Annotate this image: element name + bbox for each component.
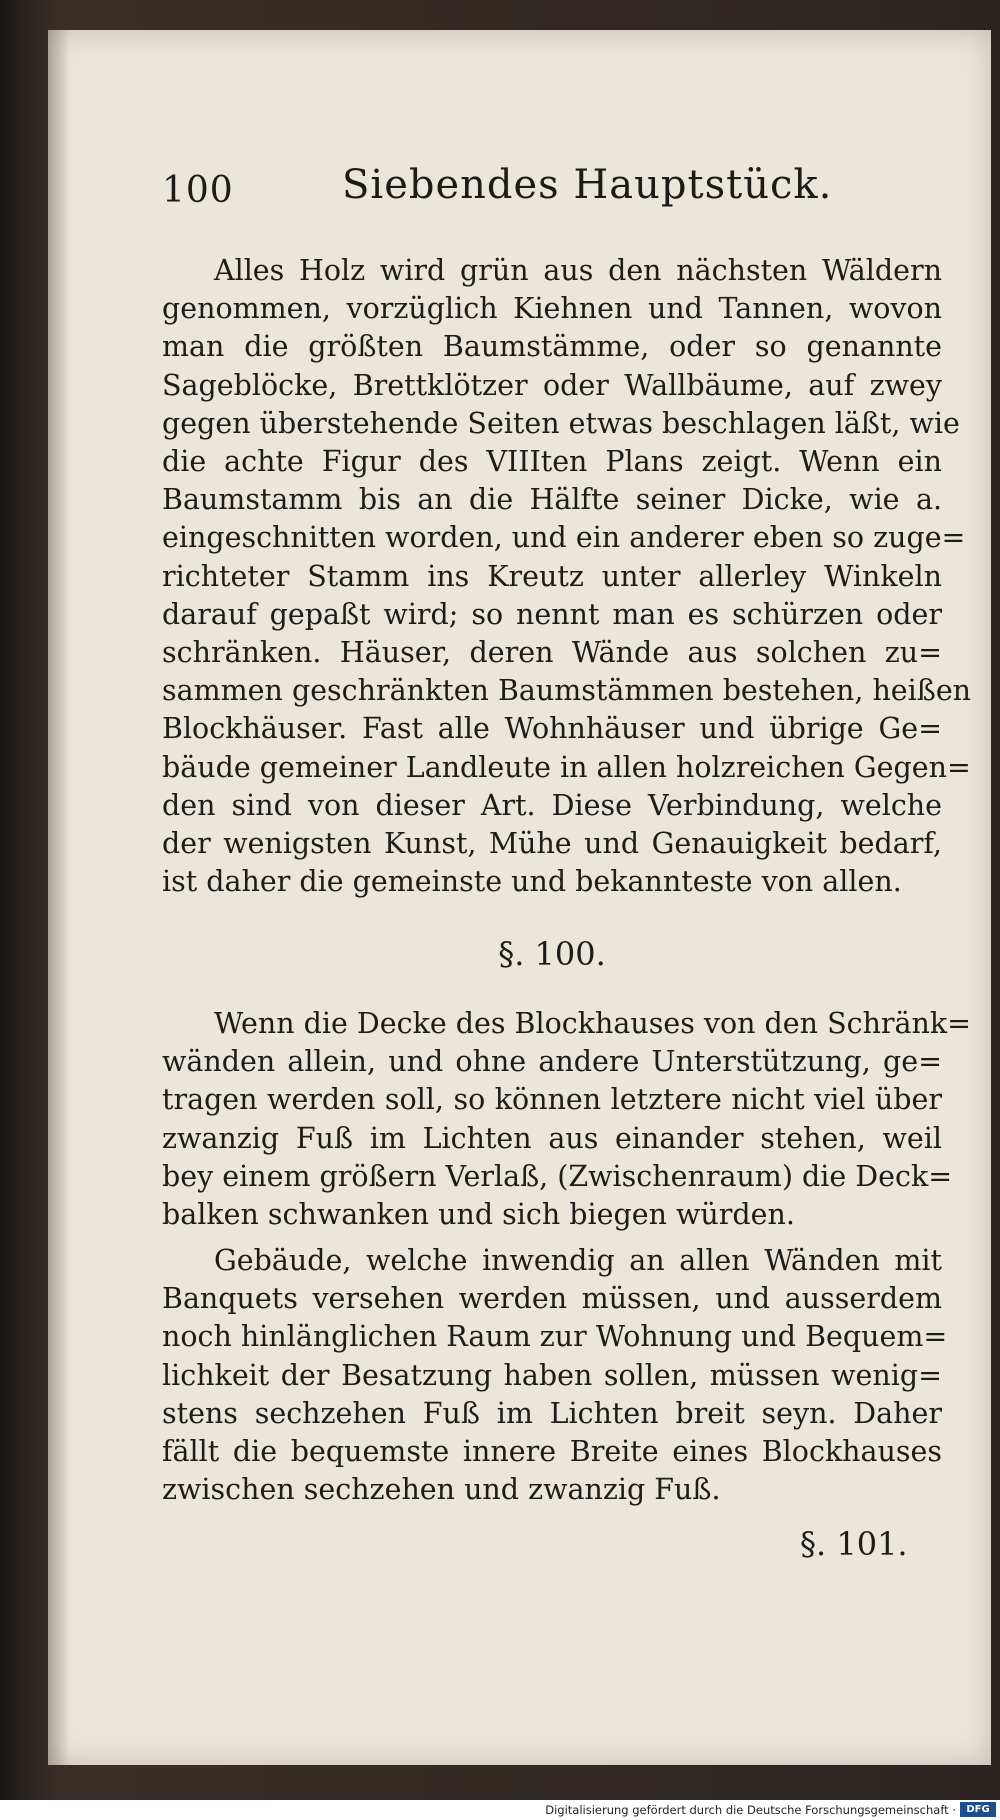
text-line: man die größten Baumstämme, oder so genannte [162, 330, 942, 364]
section-heading: §. 100. [498, 935, 606, 973]
paragraph-2 [162, 1005, 972, 1234]
paragraph-3 [162, 1242, 948, 1509]
funding-notice: Digitalisierung gefördert durch die Deutsche Forschungsgemeinschaft · [545, 1803, 956, 1817]
text-line: genommen, vorzüglich Kiehnen und Tannen, wovon [162, 292, 942, 326]
text-line: Alles Holz wird grün aus den nächsten Wäldern [214, 254, 942, 287]
text-line: den sind von dieser Art. Diese Verbindung, welche [162, 788, 942, 822]
text-line: schränken. Häuser, deren Wände aus solchen zu= [162, 636, 942, 670]
dfg-logo: DFG [960, 1802, 996, 1817]
text-line: bäude gemeiner Landleute in allen holzreichen Gegen= [162, 750, 971, 784]
text-line: Wenn die Decke des Blockhauses von den Schränk= [214, 1007, 972, 1040]
text-line: eingeschnitten worden, und ein anderer eben so zuge= [162, 521, 966, 555]
text-line: der wenigsten Kunst, Mühe und Genauigkeit bedarf, [162, 827, 942, 861]
text-line: Baumstamm bis an die Hälfte seiner Dicke, wie a. [162, 483, 942, 517]
paragraph-1 [162, 252, 972, 901]
page-gutter-shadow [48, 30, 70, 1765]
text-line: noch hinlänglichen Raum zur Wohnung und Bequem= [162, 1320, 948, 1354]
text-line: Gebäude, welche inwendig an allen Wänden mit [214, 1244, 942, 1277]
footer-bar [0, 1800, 1000, 1820]
text-line: wänden allein, und ohne andere Unterstützung, ge= [162, 1045, 942, 1079]
text-line: lichkeit der Besatzung haben sollen, müssen wenig= [162, 1358, 942, 1392]
text-line: zwanzig Fuß im Lichten aus einander stehen, weil [162, 1121, 942, 1155]
text-line: bey einem größern Verlaß, (Zwischenraum) die Deck= [162, 1159, 953, 1193]
text-line: zwischen sechzehen und zwanzig Fuß. [162, 1473, 721, 1507]
text-line: gegen überstehende Seiten etwas beschlagen läßt, wie [162, 406, 960, 440]
text-line: richteter Stamm ins Kreutz unter allerley Winkeln [162, 559, 942, 593]
text-line: die achte Figur des VIIIten Plans zeigt. Wenn ein [162, 445, 942, 479]
text-line: Banquets versehen werden müssen, und ausserdem [162, 1282, 942, 1316]
page-number: 100 [162, 170, 234, 211]
text-line: Blockhäuser. Fast alle Wohnhäuser und übrige Ge= [162, 712, 942, 746]
running-head: Siebendes Hauptstück. [342, 162, 833, 208]
text-line: darauf gepaßt wird; so nennt man es schürzen oder [162, 597, 942, 631]
text-line: sammen geschränkten Baumstämmen bestehen, heißen [162, 674, 972, 708]
text-line: stens sechzehen Fuß im Lichten breit seyn. Daher [162, 1396, 942, 1430]
text-line: tragen werden soll, so können letztere nicht viel über [162, 1083, 942, 1117]
text-line: ist daher die gemeinste und bekannteste von allen. [162, 865, 902, 899]
page-header [162, 152, 962, 222]
text-line: fällt die bequemste innere Breite eines Blockhauses [162, 1435, 942, 1469]
catchword: §. 101. [800, 1525, 908, 1563]
text-line: Sageblöcke, Brettklötzer oder Wallbäume, auf zwey [162, 368, 942, 402]
text-line: balken schwanken und sich biegen würden. [162, 1198, 795, 1232]
